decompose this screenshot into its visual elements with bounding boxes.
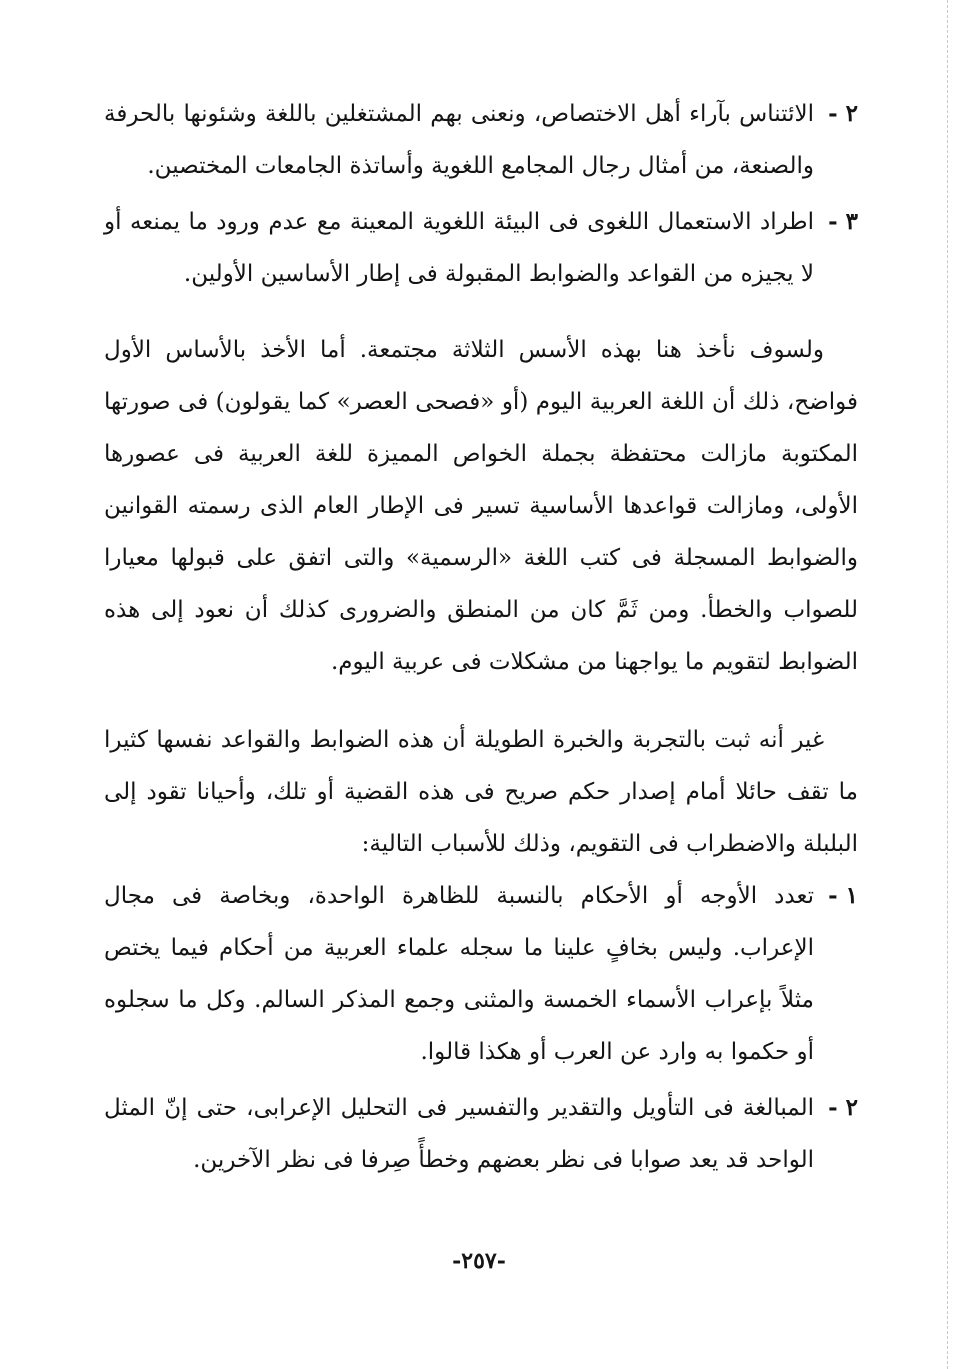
body-paragraph: ولسوف نأخذ هنا بهذه الأسس الثلاثة مجتمعة. أما الأخذ بالأساس الأول فواضح، ذلك أن اللغة العربية اليوم (أو «فصحى العصر» كما يقولون) فى صورتها المكتوبة مازالت محتفظة بجملة الخواص المميزة للغة العربية فى عصورها الأولى، ومازالت قواعدها الأساسية تسير فى الإطار العام الذى رسمته القوانين والضوابط المسجلة فى كتب اللغة «الرسمية» والتى اتفق على قبولها معيارا للصواب والخطأ. ومن ثَمَّ كان من المنطق والضرورى كذلك أن نعود إلى هذه الضوابط لتقويم ما يواجهنا من مشكلات فى عربية اليوم. bbox=[104, 337, 858, 675]
list-item-number: ٢ - bbox=[828, 1094, 858, 1121]
list-item-number: ٢ - bbox=[828, 100, 858, 127]
list-item-text: اطراد الاستعمال اللغوى فى البيئة اللغوية المعينة مع عدم ورود ما يمنعه أو لا يجيزه من القواعد والضوابط المقبولة فى إطار الأساسين الأولين. bbox=[104, 209, 814, 287]
spacer bbox=[104, 304, 858, 324]
page-number: -٢٥٧- bbox=[452, 1248, 506, 1274]
list-item bbox=[104, 870, 858, 1078]
body-paragraph: غير أنه ثبت بالتجربة والخبرة الطويلة أن هذه الضوابط والقواعد نفسها كثيرا ما تقف حائلا أمام إصدار حكم صريح فى هذه القضية أو تلك، وأحيانا تقود إلى البلبلة والاضطراب فى التقويم، وذلك للأسباب التالية: bbox=[104, 727, 858, 857]
list-item bbox=[104, 1082, 858, 1186]
list-item-text: الائتناس بآراء أهل الاختصاص، ونعنى بهم المشتغلين باللغة وشئونها بالحرفة والصنعة، من أمثال رجال المجامع اللغوية وأساتذة الجامعات المختصين. bbox=[104, 101, 814, 179]
list-item-text: تعدد الأوجه أو الأحكام بالنسبة للظاهرة الواحدة، وبخاصة فى مجال الإعراب. وليس بخافٍ علينا ما سجله علماء العربية من أحكام فيما يختص مثلاً بإعراب الأسماء الخمسة والمثنى وجمع المذكر السالم. وكل ما سجلوه أو حكموا به وارد عن العرب أو هكذا قالوا. bbox=[104, 883, 814, 1065]
spacer bbox=[104, 688, 858, 714]
list-item bbox=[104, 196, 858, 300]
list-item-number: ٣ - bbox=[828, 208, 858, 235]
list-item-text: المبالغة فى التأويل والتقدير والتفسير فى التحليل الإعرابى، حتى إنّ المثل الواحد قد يعد صوابا فى نظر بعضهم وخطأً صِرفا فى نظر الآخرين. bbox=[104, 1095, 814, 1173]
list-item-number: ١ - bbox=[828, 882, 858, 909]
list-item bbox=[104, 88, 858, 192]
